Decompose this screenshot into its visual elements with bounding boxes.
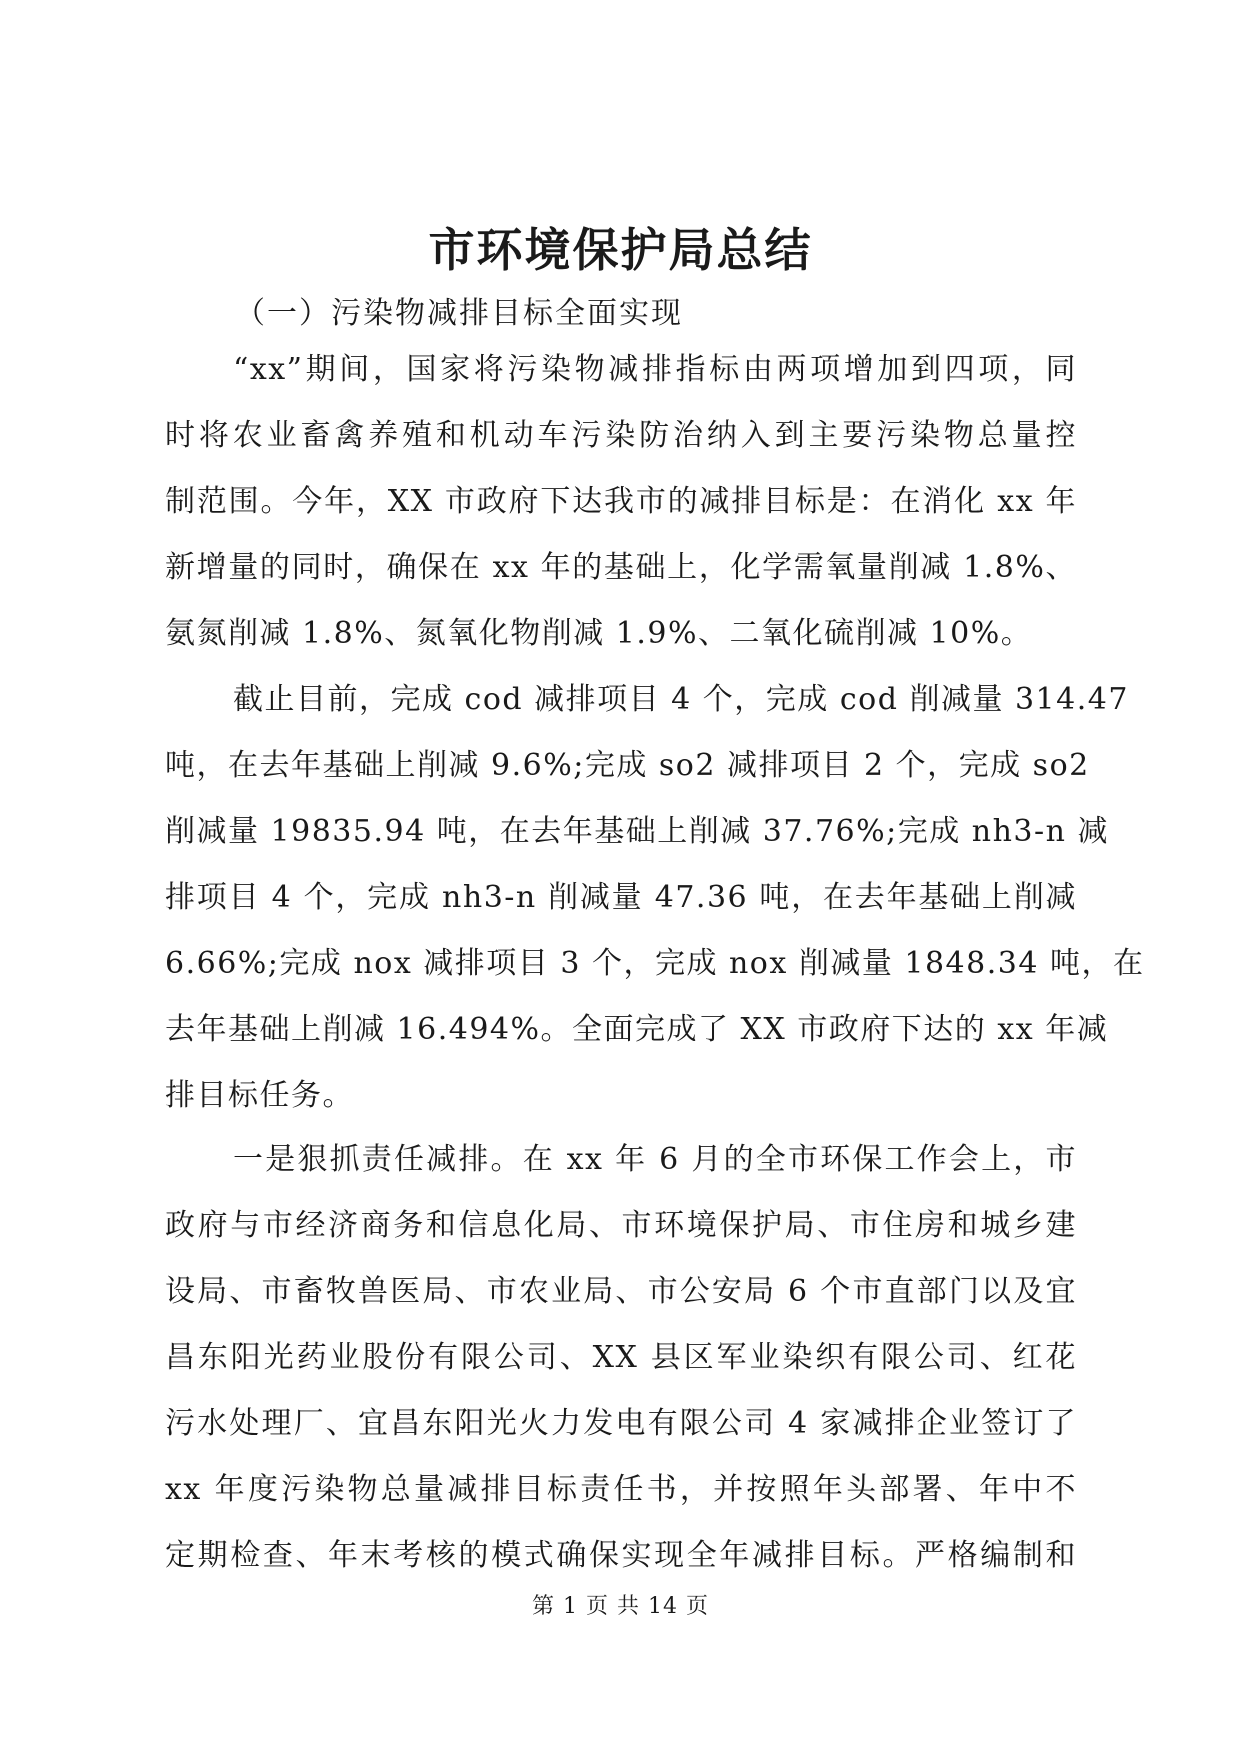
paragraph-line: xx 年度污染物总量减排目标责任书，并按照年头部署、年中不 (165, 1472, 1077, 1507)
paragraph-1 (165, 337, 1077, 667)
paragraph-line: 时将农业畜禽养殖和机动车污染防治纳入到主要污染物总量控 (165, 418, 1077, 453)
paragraph-line: 排目标任务。 (165, 1078, 354, 1113)
paragraph-2 (165, 667, 1145, 1129)
paragraph-3 (165, 1127, 1077, 1589)
paragraph-line: 截止目前，完成 cod 减排项目 4 个，完成 cod 削减量 314.47 (233, 682, 1129, 717)
page-number-footer: 第 1 页 共 14 页 (532, 1594, 709, 1619)
document-title: 市环境保护局总结 (428, 223, 813, 277)
paragraph-line: 削减量 19835.94 吨，在去年基础上削减 37.76%;完成 nh3-n 减 (165, 814, 1110, 849)
paragraph-line: 污水处理厂、宜昌东阳光火力发电有限公司 4 家减排企业签订了 (165, 1406, 1077, 1441)
paragraph-line: 设局、市畜牧兽医局、市农业局、市公安局 6 个市直部门以及宜 (165, 1274, 1077, 1309)
section-subheading: （一）污染物减排目标全面实现 (235, 296, 683, 331)
paragraph-line: 吨，在去年基础上削减 9.6%;完成 so2 减排项目 2 个，完成 so2 (165, 748, 1090, 783)
paragraph-line: 政府与市经济商务和信息化局、市环境保护局、市住房和城乡建 (165, 1208, 1077, 1243)
paragraph-line: 排项目 4 个，完成 nh3-n 削减量 47.36 吨，在去年基础上削减 (165, 880, 1077, 915)
paragraph-line: 一是狠抓责任减排。在 xx 年 6 月的全市环保工作会上，市 (233, 1142, 1077, 1177)
paragraph-line: 新增量的同时，确保在 xx 年的基础上，化学需氧量削减 1.8%、 (165, 550, 1077, 585)
paragraph-line: 制范围。今年，XX 市政府下达我市的减排目标是：在消化 xx 年 (165, 484, 1077, 519)
paragraph-line: “xx”期间，国家将污染物减排指标由两项增加到四项，同 (233, 352, 1077, 387)
paragraph-line: 定期检查、年末考核的模式确保实现全年减排目标。严格编制和 (165, 1538, 1077, 1573)
paragraph-line: 去年基础上削减 16.494%。全面完成了 XX 市政府下达的 xx 年减 (165, 1012, 1109, 1047)
paragraph-line: 昌东阳光药业股份有限公司、XX 县区军业染织有限公司、红花 (165, 1340, 1077, 1375)
paragraph-line: 氨氮削减 1.8%、氮氧化物削减 1.9%、二氧化硫削减 10%。 (165, 616, 1033, 651)
paragraph-line: 6.66%;完成 nox 减排项目 3 个，完成 nox 削减量 1848.34 吨，在 (165, 946, 1145, 981)
